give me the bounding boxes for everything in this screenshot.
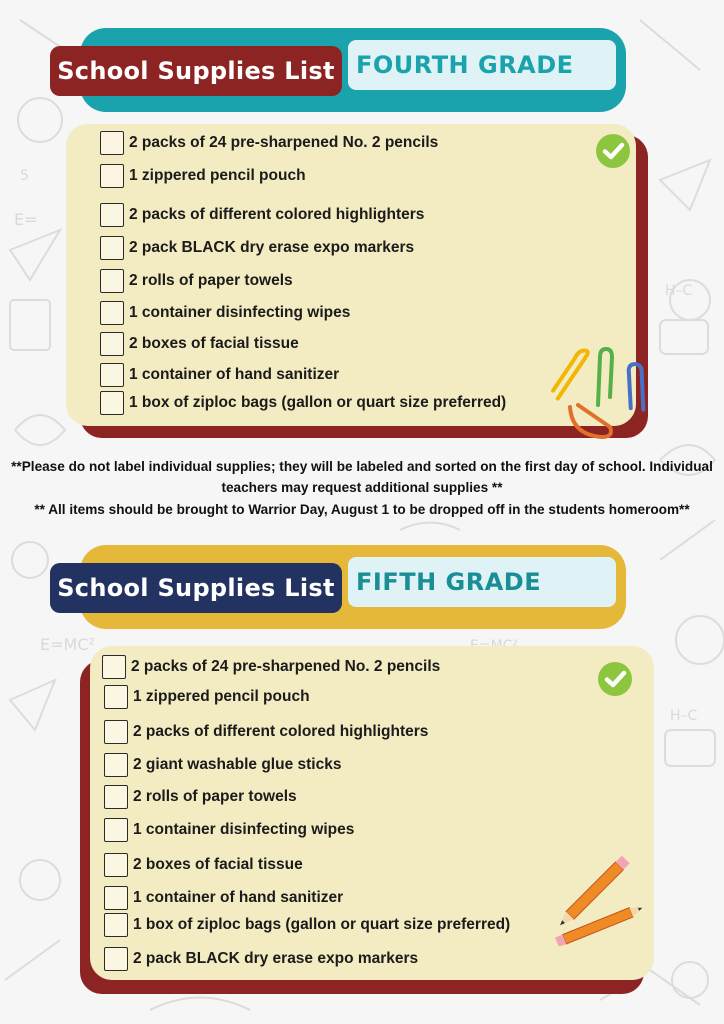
item-checkbox[interactable] — [104, 886, 128, 910]
list-item — [104, 817, 354, 843]
item-label: 2 pack BLACK dry erase expo markers — [129, 239, 415, 256]
item-checkbox[interactable] — [100, 391, 124, 415]
item-label: 1 container of hand sanitizer — [129, 366, 340, 383]
item-checkbox[interactable] — [104, 818, 128, 842]
item-label: 2 packs of different colored highlighters — [129, 206, 425, 223]
item-label: 1 container disinfecting wipes — [133, 821, 355, 838]
item-checkbox[interactable] — [104, 720, 128, 744]
item-checkbox[interactable] — [100, 269, 124, 293]
list-item — [104, 912, 510, 938]
item-label: 2 giant washable glue sticks — [133, 756, 342, 773]
pencils-icon — [552, 850, 648, 946]
checkmark-badge-icon — [598, 662, 632, 696]
item-checkbox[interactable] — [104, 853, 128, 877]
item-label: 1 container of hand sanitizer — [133, 889, 344, 906]
item-label: 2 pack BLACK dry erase expo markers — [133, 950, 419, 967]
list-item — [100, 390, 506, 416]
svg-text:E=MC²: E=MC² — [40, 635, 95, 654]
item-checkbox[interactable] — [100, 164, 124, 188]
list-item — [100, 130, 438, 156]
list-item — [104, 946, 418, 972]
list-item — [100, 268, 293, 294]
paperclips-icon — [548, 345, 658, 445]
list-item — [100, 331, 299, 357]
list-item — [104, 885, 343, 911]
item-label: 2 boxes of facial tissue — [133, 856, 303, 873]
item-checkbox[interactable] — [100, 332, 124, 356]
list-item — [104, 784, 297, 810]
item-checkbox[interactable] — [104, 753, 128, 777]
item-checkbox[interactable] — [100, 203, 124, 227]
item-checkbox[interactable] — [100, 301, 124, 325]
svg-text:H–C: H–C — [670, 708, 698, 724]
item-checkbox[interactable] — [102, 655, 126, 679]
fifth-grade-title: School Supplies List — [50, 563, 342, 613]
fourth-grade-title: School Supplies List — [50, 46, 342, 96]
item-label: 2 packs of different colored highlighters — [133, 723, 429, 740]
item-label: 2 rolls of paper towels — [129, 272, 293, 289]
warrior-day-note: ** All items should be brought to Warrior Day, August 1 to be dropped off in the students homeroom** — [34, 502, 690, 517]
item-label: 2 rolls of paper towels — [133, 788, 297, 805]
svg-text:H–C: H–C — [665, 283, 693, 299]
item-checkbox[interactable] — [100, 236, 124, 260]
item-checkbox[interactable] — [104, 685, 128, 709]
item-checkbox[interactable] — [100, 363, 124, 387]
fifth-grade-label: FIFTH GRADE — [348, 557, 616, 607]
list-item — [104, 684, 310, 710]
labeling-note: **Please do not label individual supplies; they will be labeled and sorted on the first day of school. Individual — [11, 459, 713, 474]
item-label: 1 container disinfecting wipes — [129, 304, 351, 321]
item-label: 1 box of ziploc bags (gallon or quart size preferred) — [129, 394, 507, 411]
item-checkbox[interactable] — [100, 131, 124, 155]
fourth-grade-label: FOURTH GRADE — [348, 40, 616, 90]
list-item — [104, 752, 341, 778]
checkmark-badge-icon — [596, 134, 630, 168]
item-label: 1 box of ziploc bags (gallon or quart size preferred) — [133, 916, 511, 933]
item-label: 2 packs of 24 pre-sharpened No. 2 pencils — [129, 134, 439, 151]
list-item — [100, 300, 350, 326]
item-checkbox[interactable] — [104, 785, 128, 809]
list-item — [100, 202, 424, 228]
item-label: 1 zippered pencil pouch — [133, 688, 310, 705]
item-checkbox[interactable] — [104, 947, 128, 971]
labeling-note-continued: teachers may request additional supplies ** — [221, 480, 503, 495]
item-label: 2 boxes of facial tissue — [129, 335, 299, 352]
list-item — [100, 163, 306, 189]
svg-text:E=: E= — [14, 210, 38, 229]
list-item — [104, 852, 303, 878]
item-label: 2 packs of 24 pre-sharpened No. 2 pencils — [131, 658, 441, 675]
svg-text:5: 5 — [20, 168, 29, 184]
list-item — [100, 362, 339, 388]
item-label: 1 zippered pencil pouch — [129, 167, 306, 184]
list-item — [104, 719, 428, 745]
fourth-grade-header — [57, 28, 626, 112]
list-item — [102, 654, 440, 680]
item-checkbox[interactable] — [104, 913, 128, 937]
list-item — [100, 235, 414, 261]
fifth-grade-header — [57, 545, 626, 629]
